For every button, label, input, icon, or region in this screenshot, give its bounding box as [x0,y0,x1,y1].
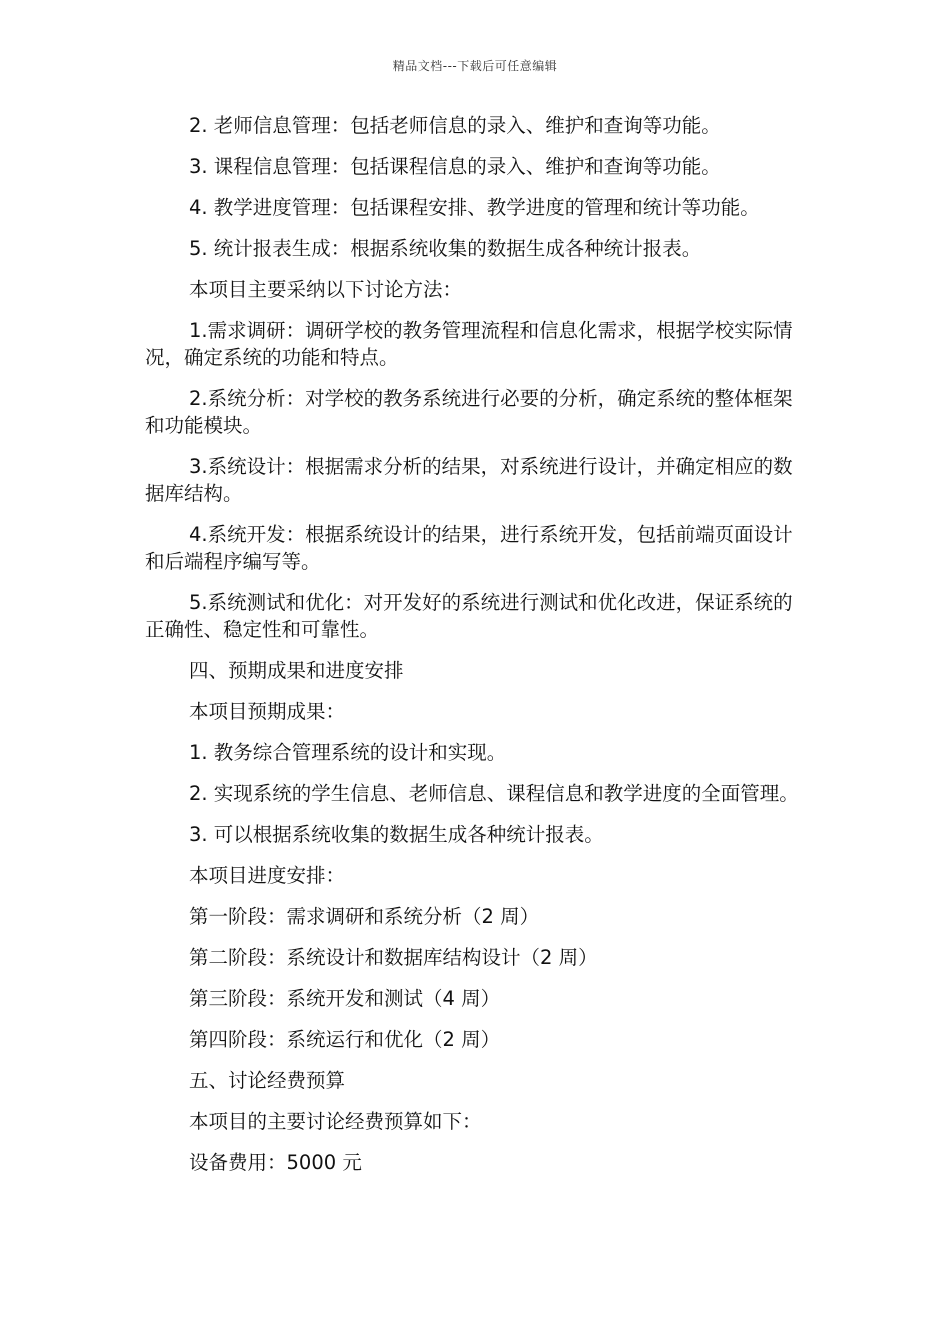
budget-item: 设备费用：5000 元 [189,1151,362,1174]
paragraph: 1.需求调研：调研学校的教务管理流程和信息化需求，根据学校实际情况，确定系统的功能和特点。 [145,319,793,369]
paragraph: 5.系统测试和优化：对开发好的系统进行测试和优化改进，保证系统的正确性、稳定性和可靠性。 [145,591,793,641]
schedule-item: 第三阶段：系统开发和测试（4 周） [189,987,501,1010]
paragraph: 1. 教务综合管理系统的设计和实现。 [189,741,507,764]
schedule-item: 第四阶段：系统运行和优化（2 周） [189,1028,501,1051]
schedule-item: 第二阶段：系统设计和数据库结构设计（2 周） [189,946,598,969]
paragraph: 3.系统设计：根据需求分析的结果，对系统进行设计，并确定相应的数据库结构。 [145,455,793,505]
paragraph: 4. 教学进度管理：包括课程安排、教学进度的管理和统计等功能。 [189,196,760,219]
document-body [145,112,800,1190]
paragraph: 5. 统计报表生成：根据系统收集的数据生成各种统计报表。 [189,237,702,260]
paragraph: 本项目预期成果： [189,700,346,723]
paragraph: 3. 可以根据系统收集的数据生成各种统计报表。 [189,823,604,846]
schedule-item: 第一阶段：需求调研和系统分析（2 周） [189,905,540,928]
paragraph: 本项目进度安排： [189,864,346,887]
paragraph: 2. 老师信息管理：包括老师信息的录入、维护和查询等功能。 [189,114,721,137]
paragraph: 4.系统开发：根据系统设计的结果，进行系统开发，包括前端页面设计和后端程序编写等。 [145,523,793,573]
page-header: 精品文档---下载后可任意编辑 [392,59,558,73]
paragraph: 本项目的主要讨论经费预算如下： [189,1110,482,1133]
paragraph: 本项目主要采纳以下讨论方法： [189,278,463,301]
paragraph: 3. 课程信息管理：包括课程信息的录入、维护和查询等功能。 [189,155,721,178]
paragraph: 2. 实现系统的学生信息、老师信息、课程信息和教学进度的全面管理。 [189,782,799,805]
section-heading: 四、预期成果和进度安排 [189,659,404,682]
paragraph: 2.系统分析：对学校的教务系统进行必要的分析，确定系统的整体框架和功能模块。 [145,387,793,437]
section-heading: 五、讨论经费预算 [189,1069,346,1092]
